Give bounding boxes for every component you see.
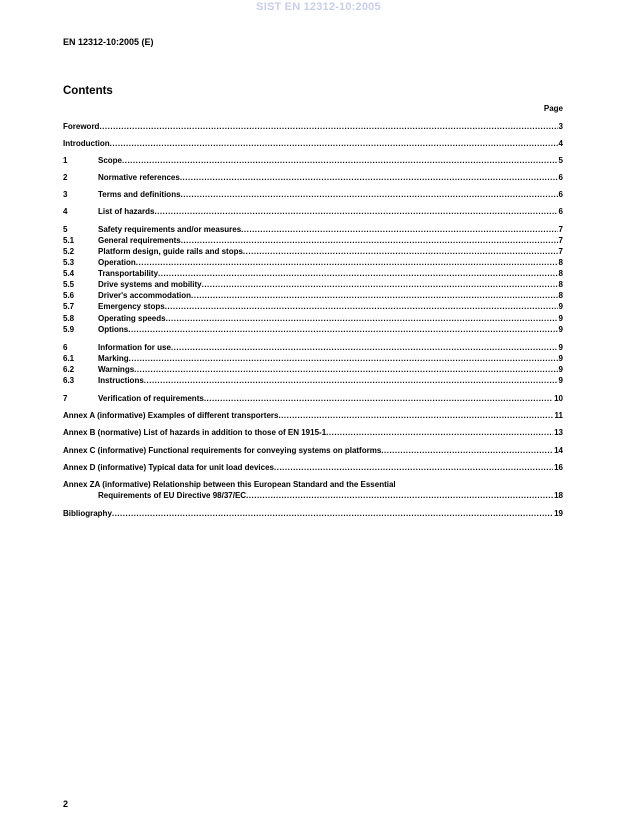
toc-entry-page: 9 xyxy=(558,302,563,311)
toc-entry-title: Drive systems and mobility xyxy=(98,280,202,289)
toc-entry[interactable] xyxy=(63,428,563,438)
toc-entry-page: 4 xyxy=(558,139,563,148)
toc-entry-page: 7 xyxy=(558,225,563,234)
toc-entry[interactable] xyxy=(63,258,563,268)
toc-entry-number: 6 xyxy=(63,343,68,352)
toc-entry-title: General requirements xyxy=(98,236,181,245)
toc-entry-page: 10 xyxy=(554,394,563,403)
toc-leader-dots xyxy=(129,354,558,364)
toc-entry-number: 7 xyxy=(63,394,68,403)
toc-entry-title: Foreword xyxy=(63,122,100,131)
toc-entry-page: 19 xyxy=(554,509,563,518)
toc-entry-page: 6 xyxy=(558,207,563,216)
toc-entry[interactable] xyxy=(63,365,563,375)
toc-entry[interactable] xyxy=(63,156,563,166)
toc-entry[interactable] xyxy=(63,247,563,257)
toc-entry[interactable] xyxy=(63,207,563,217)
toc-leader-dots xyxy=(171,343,558,353)
toc-entry-page: 9 xyxy=(558,365,563,374)
toc-entry-page: 14 xyxy=(554,446,563,455)
toc-leader-dots xyxy=(165,302,558,312)
toc-entry-page: 6 xyxy=(558,173,563,182)
toc-leader-dots xyxy=(110,139,558,149)
toc-entry-number: 2 xyxy=(63,173,68,182)
toc-entry-title: List of hazards xyxy=(98,207,155,216)
toc-entry[interactable] xyxy=(63,491,563,501)
toc-entry[interactable] xyxy=(63,122,563,132)
toc-entry-number: 1 xyxy=(63,156,68,165)
toc-entry-title: Terms and definitions xyxy=(98,190,181,199)
toc-entry-number: 5.6 xyxy=(63,291,75,300)
toc-leader-dots xyxy=(99,122,557,132)
toc-entry-page: 13 xyxy=(554,428,563,437)
toc-entry-number: 5 xyxy=(63,225,68,234)
toc-leader-dots xyxy=(326,428,553,438)
toc-entry-title: Normative references xyxy=(98,173,180,182)
toc-entry-number: 5.3 xyxy=(63,258,75,267)
toc-entry-number: 5.8 xyxy=(63,314,75,323)
toc-entry[interactable] xyxy=(63,291,563,301)
toc-entry-number: 6.3 xyxy=(63,376,75,385)
toc-entry-title: Driver's accommodation xyxy=(98,291,192,300)
toc-entry-number: 6.1 xyxy=(63,354,75,363)
toc-leader-dots xyxy=(181,190,558,200)
toc-entry[interactable] xyxy=(63,314,563,324)
toc-leader-dots xyxy=(134,365,557,375)
toc-entry-title: Annex D (informative) Typical data for unit load devices xyxy=(63,463,275,472)
toc-entry-page: 8 xyxy=(558,258,563,267)
toc-entry[interactable] xyxy=(63,325,563,335)
toc-leader-dots xyxy=(202,280,558,290)
toc-entry-number: 5.5 xyxy=(63,280,75,289)
toc-entry[interactable] xyxy=(63,376,563,386)
toc-entry[interactable] xyxy=(63,173,563,183)
toc-entry-page: 18 xyxy=(554,491,563,500)
toc-leader-dots xyxy=(274,463,553,473)
toc-leader-dots xyxy=(191,291,558,301)
toc-entry-title: Annex B (normative) List of hazards in addition to those of EN 1915-1 xyxy=(63,428,327,437)
toc-entry-page: 9 xyxy=(558,376,563,385)
toc-entry[interactable] xyxy=(63,190,563,200)
toc-entry-number: 5.4 xyxy=(63,269,75,278)
toc-entry-title: Annex C (informative) Functional requirements for conveying systems on platforms xyxy=(63,446,382,455)
toc-entry-number: 6.2 xyxy=(63,365,75,374)
toc-entry-page: 3 xyxy=(558,122,563,131)
toc-entry-number: 3 xyxy=(63,190,68,199)
toc-leader-dots xyxy=(128,325,557,335)
toc-entry-title: Introduction xyxy=(63,139,110,148)
toc-entry[interactable] xyxy=(63,509,563,519)
toc-entry-page: 11 xyxy=(554,411,563,420)
toc-leader-dots xyxy=(278,411,553,421)
toc-entry-title: Platform design, guide rails and stops xyxy=(98,247,243,256)
toc-entry-page: 9 xyxy=(558,325,563,334)
contents-title: Contents xyxy=(63,85,113,97)
toc-entry-title: Operation xyxy=(98,258,136,267)
toc-entry-title: Information for use xyxy=(98,343,171,352)
toc-entry-page: 9 xyxy=(558,314,563,323)
toc-entry[interactable] xyxy=(63,394,563,404)
toc-entry-title: Annex A (informative) Examples of different transporters xyxy=(63,411,279,420)
footer-page-number: 2 xyxy=(63,799,69,809)
toc-entry[interactable] xyxy=(63,139,563,149)
toc-entry-title: Warnings xyxy=(98,365,135,374)
toc-entry-title: Options xyxy=(98,325,129,334)
toc-entry[interactable] xyxy=(63,354,563,364)
toc-entry[interactable] xyxy=(63,236,563,246)
toc-entry-title: Scope xyxy=(98,156,123,165)
toc-entry[interactable] xyxy=(63,280,563,290)
toc-leader-dots xyxy=(204,394,553,404)
toc-entry[interactable] xyxy=(63,269,563,279)
toc-leader-dots xyxy=(243,247,558,257)
toc-entry-page: 6 xyxy=(558,190,563,199)
toc-entry-title: Requirements of EU Directive 98/37/EC xyxy=(98,491,247,500)
toc-entry[interactable] xyxy=(63,343,563,353)
toc-entry[interactable] xyxy=(63,225,563,235)
toc-entry-number: 5.2 xyxy=(63,247,75,256)
toc-leader-dots xyxy=(181,236,558,246)
toc-leader-dots xyxy=(241,225,557,235)
toc-entry[interactable] xyxy=(63,411,563,421)
toc-leader-dots xyxy=(166,314,558,324)
document-header: EN 12312-10:2005 (E) xyxy=(63,37,154,47)
toc-leader-dots xyxy=(246,491,553,501)
toc-entry-page: 8 xyxy=(558,280,563,289)
document-watermark: SIST EN 12312-10:2005 xyxy=(256,1,381,13)
toc-entry-number: 4 xyxy=(63,207,68,216)
toc-entry-number: 5.9 xyxy=(63,325,75,334)
toc-entry-title: Bibliography xyxy=(63,509,112,518)
toc-entry-page: 8 xyxy=(558,269,563,278)
toc-entry-title: Emergency stops xyxy=(98,302,165,311)
toc-leader-dots xyxy=(112,509,553,519)
toc-entry-page: 16 xyxy=(554,463,563,472)
toc-leader-dots xyxy=(180,173,558,183)
toc-entry-title: Marking xyxy=(98,354,129,363)
toc-entry-title: Operating speeds xyxy=(98,314,166,323)
page-column-label: Page xyxy=(543,104,563,113)
toc-entry-number: 5.7 xyxy=(63,302,75,311)
toc-leader-dots xyxy=(122,156,558,166)
toc-entry-title: Safety requirements and/or measures xyxy=(98,225,242,234)
toc-entry-page: 9 xyxy=(558,343,563,352)
toc-entry-title: Verification of requirements xyxy=(98,394,204,403)
toc-entry-page: 7 xyxy=(558,247,563,256)
toc-entry-title: Instructions xyxy=(98,376,144,385)
toc-entry-page: 8 xyxy=(558,291,563,300)
toc-entry[interactable] xyxy=(63,480,563,490)
toc-leader-dots xyxy=(158,269,558,279)
toc-leader-dots xyxy=(136,258,558,268)
toc-entry[interactable] xyxy=(63,302,563,312)
toc-leader-dots xyxy=(381,446,553,456)
toc-leader-dots xyxy=(154,207,557,217)
toc-entry-page: 5 xyxy=(558,156,563,165)
toc-entry[interactable] xyxy=(63,446,563,456)
toc-entry-number: 5.1 xyxy=(63,236,75,245)
toc-entry-title: Transportability xyxy=(98,269,159,278)
toc-leader-dots xyxy=(144,376,558,386)
toc-entry-page: 7 xyxy=(558,236,563,245)
toc-entry-page: 9 xyxy=(558,354,563,363)
toc-entry-title: Annex ZA (informative) Relationship between this European Standard and the Essential xyxy=(63,480,396,489)
toc-entry[interactable] xyxy=(63,463,563,473)
